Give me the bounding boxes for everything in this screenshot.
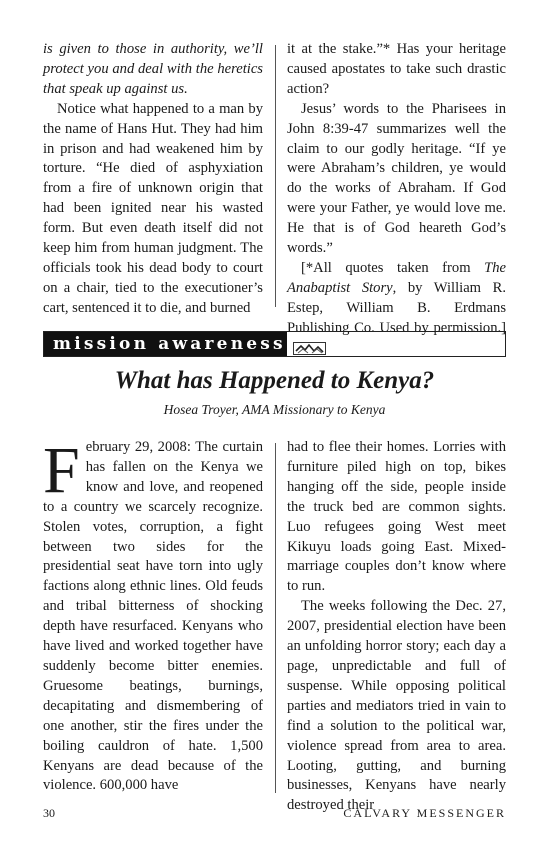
column-divider [275, 45, 276, 307]
quote-paragraph: is given to those in authority, we’ll protect you and deal with the heretics that speak up against us. [43, 41, 263, 97]
article-intro-paragraph: February 29, 2008: The curtain has fallen on the Kenya we know and love, and reopened to a country we scarcely recognize. Stolen votes, corruption, a fight between two sides for the presidential seat have torn into ugly factions along ethnic lines. Old feuds and tribal bitterness of shocking depth have resurfaced. Kenyans who have lived and worked together have suddenly become bitter enemies. Gruesome beatings, burnings, decapitating and dismembering of one another, stir the fires under the boiling cauldron of hate. 1,500 Kenyans are dead because of the violence. 600,000 have [43, 434, 263, 794]
drop-cap: F [43, 434, 80, 507]
article-title: What has Happened to Kenya? [114, 367, 435, 394]
book-title: The Anabaptist Story [287, 259, 506, 296]
top-right-column [287, 40, 506, 359]
page-number: 30 [43, 806, 55, 820]
stake-paragraph: it at the stake.”* Has your heritage caused apostates to take such drastic action? [287, 41, 506, 97]
section-banner [43, 331, 506, 357]
refugees-paragraph: had to flee their homes. Lorries with furniture piled high on top, bikes hanging off the side, people inside the truck bed are common sights. Luo refugees going West meet Kikuyu loads going East. Mixed-marriage couples don’t know where to run. [287, 439, 506, 595]
jesus-words-paragraph: Jesus’ words to the Pharisees in John 8:39-47 summarizes well the claim to our godly heritage. “If ye were Abraham’s children, ye would do the works of Abraham. If God were your Father, ye would love me. He that is of God heareth God’s words.” [287, 100, 506, 257]
column-divider [275, 443, 276, 793]
hans-hut-paragraph: Notice what happened to a man by the name of Hans Hut. They had him in prison and had weakened him by torture. “He died of asphyxiation from a fire of unknown origin that had been ignited near his wasted form. But even death itself did not keep him from human judgment. The officials took his dead body to court on a chair, tied to the executioner’s cart, sentenced it to die, and burned [43, 100, 263, 316]
section-label: mission awareness [44, 332, 287, 356]
top-left-column [43, 40, 263, 319]
article-right-column [287, 438, 506, 816]
publication-name: CALVARY MESSENGER [343, 806, 506, 820]
article-left-column [43, 434, 263, 796]
quote-source-note: [*All quotes taken from The Anabaptist Story, by William R. Estep, William B. Erdmans Publishing Co. Used by permission.] [287, 259, 506, 359]
election-paragraph: The weeks following the Dec. 27, 2007, presidential election have been an unfolding horror story; each day a page, unpredictable and full of suspense. While opposing political parties and mediators tried in vain to find a solution to the political war, violence spread from area to area. Looting, gutting, and burning businesses, Kenyans have nearly destroyed their [287, 598, 506, 814]
article-byline: Hosea Troyer, AMA Missionary to Kenya [163, 402, 386, 417]
